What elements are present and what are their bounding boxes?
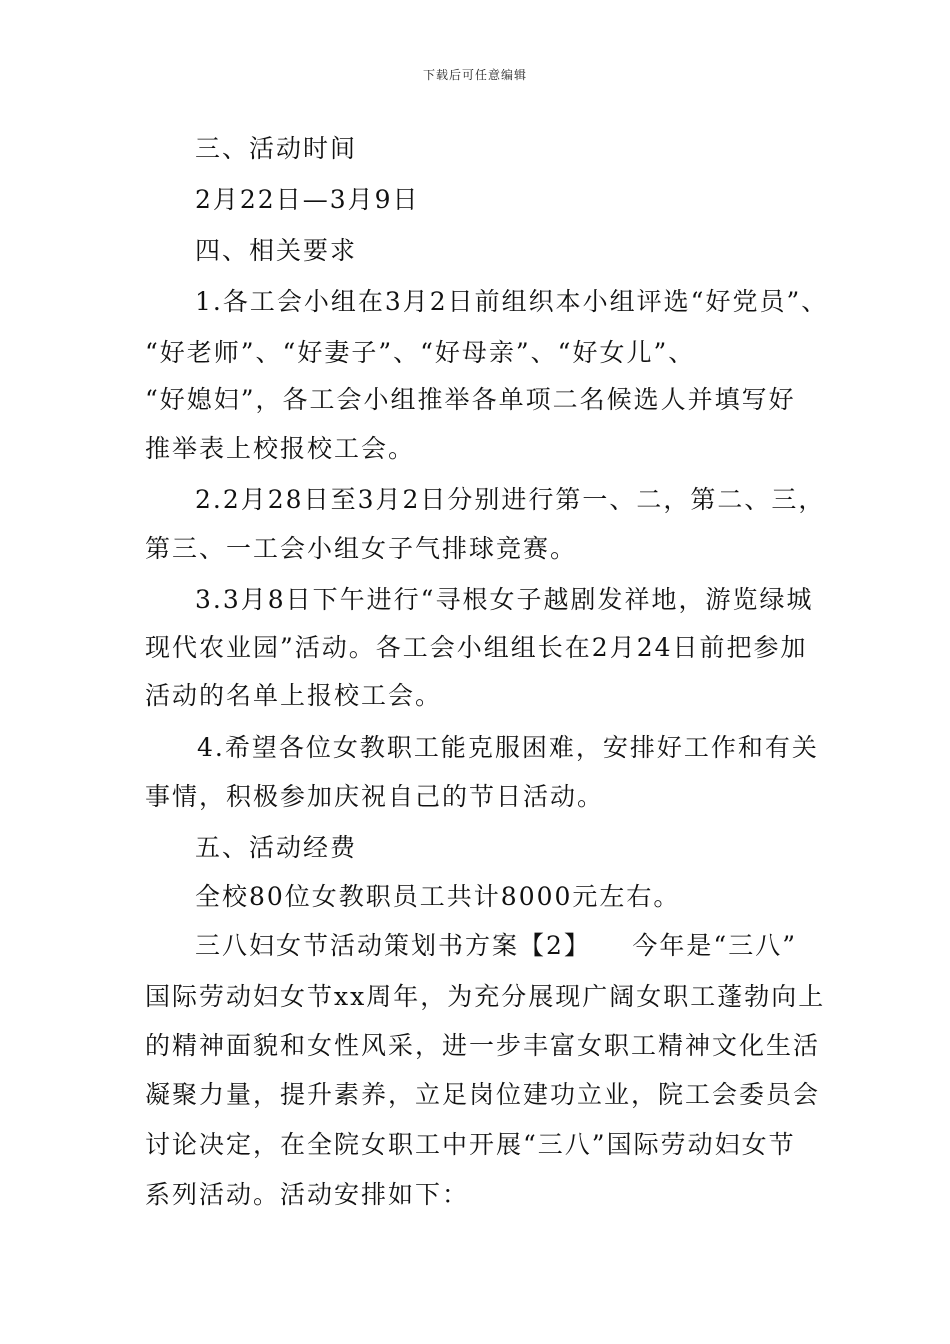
paragraph-line: 2.2月28日至3月2日分别进行第一、二，第二、三， xyxy=(195,485,826,514)
paragraph-line: 3.3月8日下午进行“寻根女子越剧发祥地，游览绿城 xyxy=(195,585,814,614)
paragraph-line: 三八妇女节活动策划书方案【2】 今年是“三八” xyxy=(195,931,797,960)
paragraph-line: 现代农业园”活动。各工会小组组长在2月24日前把参加 xyxy=(145,633,808,662)
paragraph-line: 的精神面貌和女性风采，进一步丰富女职工精神文化生活 xyxy=(145,1031,821,1060)
section-heading-requirements: 四、相关要求 xyxy=(195,236,358,265)
funding-line: 全校80位女教职员工共计8000元左右。 xyxy=(195,882,681,911)
paragraph-line: 活动的名单上报校工会。 xyxy=(145,681,443,710)
section-heading-time: 三、活动时间 xyxy=(195,134,358,163)
paragraph-line: 4.希望各位女教职工能克服困难，安排好工作和有关 xyxy=(197,733,819,762)
section-heading-funding: 五、活动经费 xyxy=(195,833,358,862)
paragraph-line: 讨论决定，在全院女职工中开展“三八”国际劳动妇女节 xyxy=(145,1130,796,1159)
header-note: 下载后可任意编辑 xyxy=(422,68,527,82)
paragraph-line: 事情，积极参加庆祝自己的节日活动。 xyxy=(145,782,605,811)
paragraph-line: 第三、一工会小组女子气排球竞赛。 xyxy=(145,534,578,563)
paragraph-line: “好媳妇”，各工会小组推举各单项二名候选人并填写好 xyxy=(145,385,796,414)
paragraph-line: 系列活动。活动安排如下： xyxy=(145,1180,470,1209)
paragraph-line: 推举表上校报校工会。 xyxy=(145,434,416,463)
paragraph-line: 1.各工会小组在3月2日前组织本小组评选“好党员”、 xyxy=(195,287,829,316)
time-range: 2月22日—3月9日 xyxy=(195,185,420,214)
paragraph-line: “好老师”、“好妻子”、“好母亲”、“好女儿”、 xyxy=(145,338,696,367)
paragraph-line: 凝聚力量，提升素养，立足岗位建功立业，院工会委员会 xyxy=(145,1080,821,1109)
paragraph-line: 国际劳动妇女节xx周年，为充分展现广阔女职工蓬勃向上 xyxy=(145,982,826,1011)
